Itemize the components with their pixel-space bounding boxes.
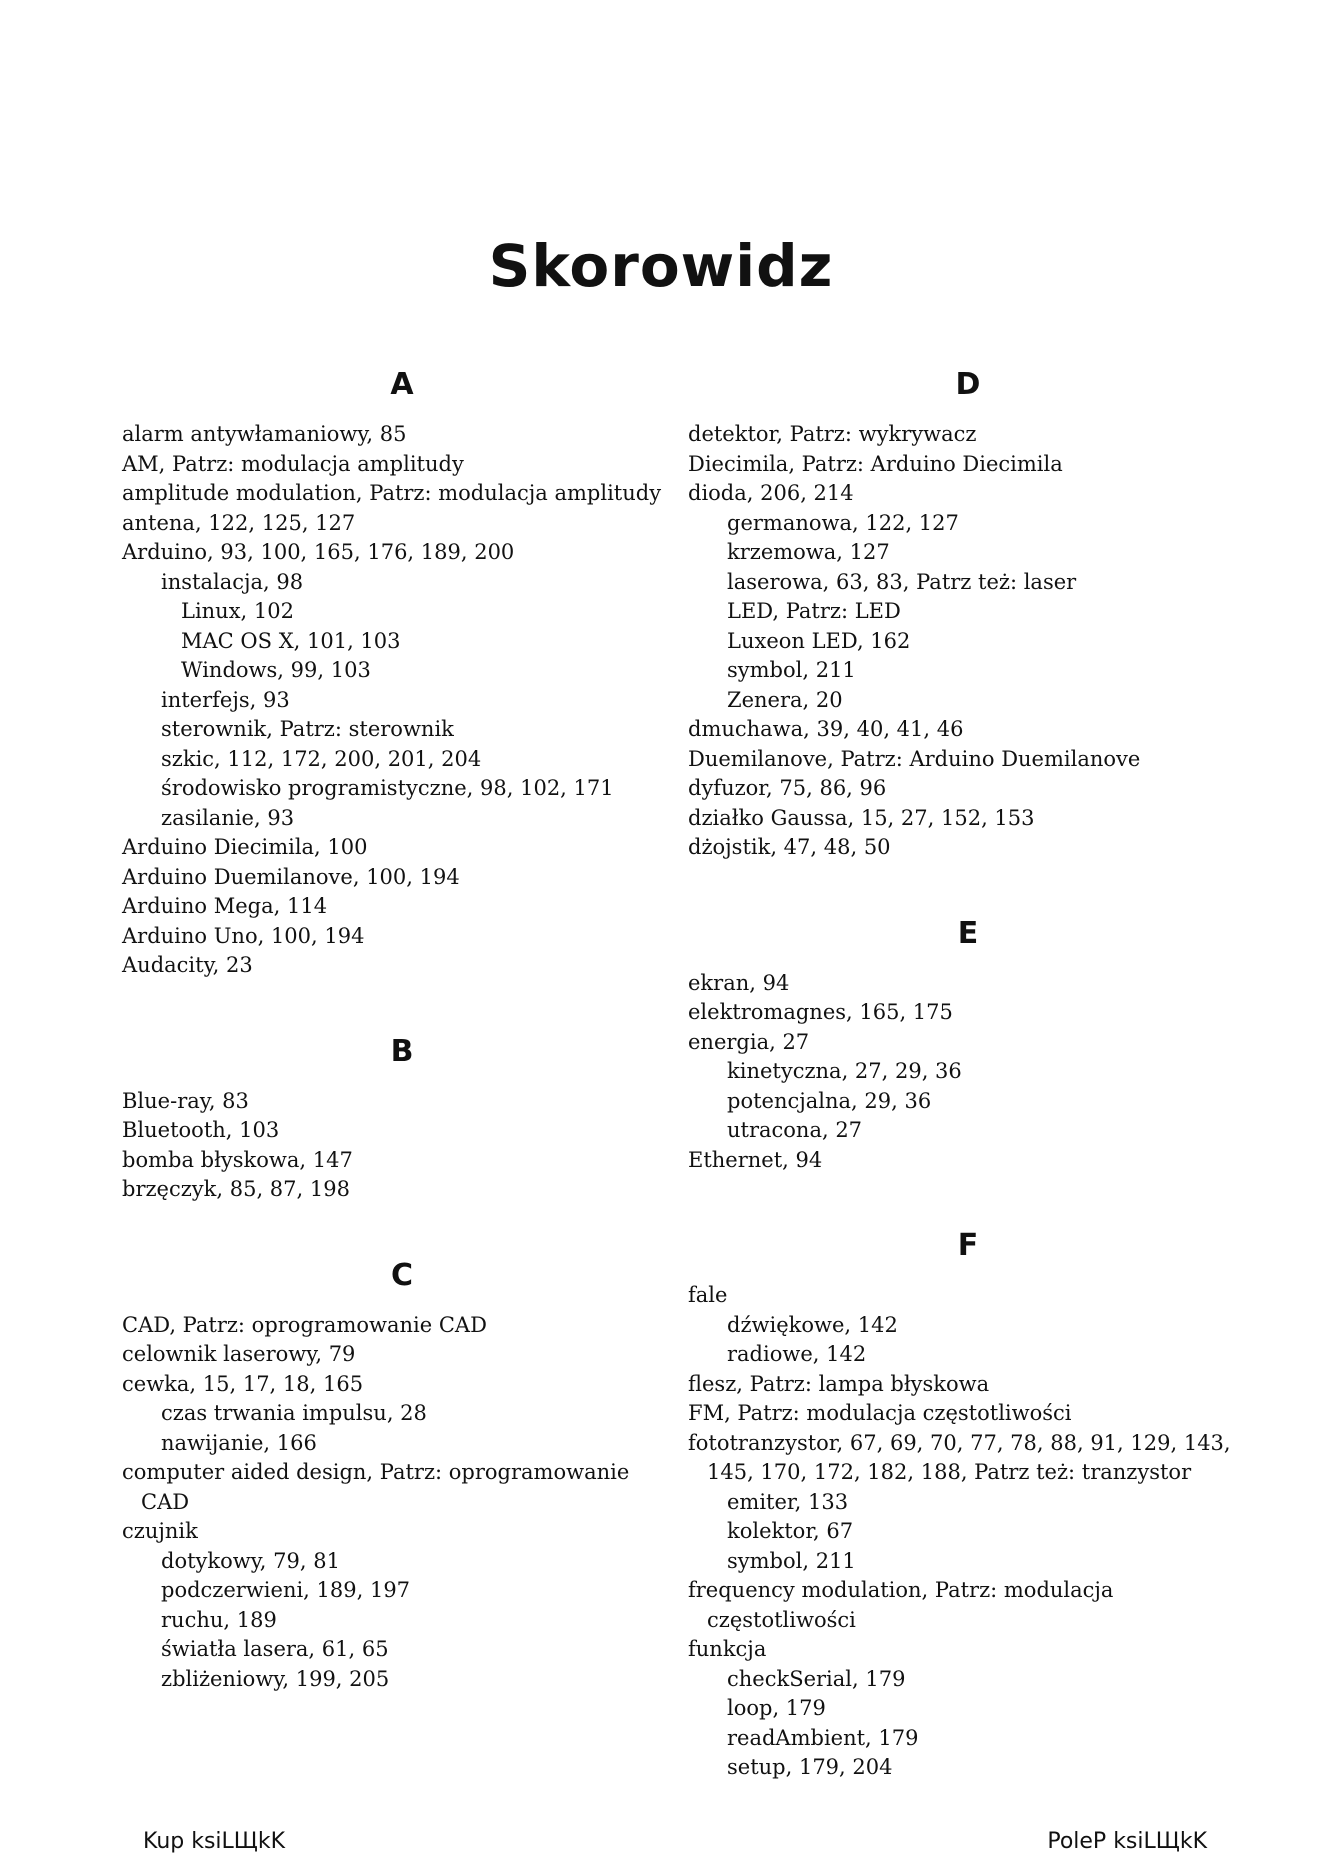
index-entry: kolektor, 67 [727,1519,854,1543]
index-column-left [122,362,682,1742]
index-entry: Linux, 102 [181,599,294,623]
index-entry: laserowa, 63, 83, Patrz też: laser [727,569,1077,594]
index-entry: fale [688,1283,728,1307]
index-entry: potencjalna, 29, 36 [727,1088,932,1113]
index-entry: Luxeon LED, 162 [727,628,911,653]
index-entry: AM, Patrz: modulacja amplitudy [122,451,464,476]
index-entry: Arduino Duemilanove, 100, 194 [122,864,460,889]
index-entry: flesz, Patrz: lampa błyskowa [688,1371,990,1396]
index-entry: CAD, Patrz: oprogramowanie CAD [122,1312,487,1337]
index-entry: Arduino Mega, 114 [122,894,328,918]
index-section-b [122,1029,682,1205]
index-entry: Arduino Diecimila, 100 [122,835,368,859]
index-entry: FM, Patrz: modulacja częstotliwości [688,1401,1072,1425]
index-entry: loop, 179 [727,1696,826,1720]
index-entry: symbol, 211 [727,1548,856,1573]
section-letter: C [390,1257,414,1293]
index-entry: dmuchawa, 39, 40, 41, 46 [688,717,964,741]
index-section-c [122,1253,682,1695]
index-entry: energia, 27 [688,1029,810,1054]
index-entry: dioda, 206, 214 [688,481,854,505]
section-letter: D [955,367,981,402]
page-title: Skorowidz [488,232,834,300]
section-letter: F [957,1228,979,1263]
index-entry: detektor, Patrz: wykrywacz [688,422,977,446]
index-section-e [688,911,1248,1176]
index-entry: symbol, 211 [727,658,856,682]
index-entry: brzęczyk, 85, 87, 198 [122,1177,350,1201]
index-column-right [688,362,1248,1831]
index-entry: elektromagnes, 165, 175 [688,1000,953,1024]
index-entry: checkSerial, 179 [727,1666,906,1691]
index-entry: alarm antywłamaniowy, 85 [122,422,407,446]
index-section-f [688,1223,1248,1783]
index-section-d [688,362,1248,863]
index-entry: amplitude modulation, Patrz: modulacja amplitudy [122,481,662,505]
index-entry: dyfuzor, 75, 86, 96 [688,776,887,800]
index-entry: emiter, 133 [727,1489,849,1514]
index-entry: funkcja [688,1637,767,1661]
index-entry: LED, Patrz: LED [727,599,901,623]
index-entry: frequency modulation, Patrz: modulacja częstotliwości [688,1578,1114,1632]
index-entry: Bluetooth, 103 [122,1118,280,1142]
index-entry: ruchu, 189 [161,1607,277,1632]
index-entry: Diecimila, Patrz: Arduino Diecimila [688,451,1063,476]
index-entry: zasilanie, 93 [161,805,295,830]
index-entry: dotykowy, 79, 81 [161,1548,340,1573]
index-entry: cewka, 15, 17, 18, 165 [122,1371,364,1396]
index-entry: Blue-ray, 83 [122,1088,249,1113]
index-entry: krzemowa, 127 [727,540,890,564]
index-entry: instalacja, 98 [161,569,304,594]
index-entry: Windows, 99, 103 [181,658,371,682]
index-entry: Arduino, 93, 100, 165, 176, 189, 200 [122,540,515,564]
index-entry: celownik laserowy, 79 [122,1342,356,1366]
index-entry: Arduino Uno, 100, 194 [122,923,365,948]
index-entry: światła lasera, 61, 65 [161,1637,389,1661]
index-entry: Audacity, 23 [122,953,253,977]
index-entry: readAmbient, 179 [727,1725,919,1750]
index-entry: computer aided design, Patrz: oprogramowanie CAD [122,1460,630,1514]
index-entry: zbliżeniowy, 199, 205 [161,1666,390,1691]
index-entry: kinetyczna, 27, 29, 36 [727,1059,962,1083]
index-entry: nawijanie, 166 [161,1430,317,1455]
index-entry: podczerwieni, 189, 197 [161,1578,411,1602]
section-letter: B [390,1033,414,1069]
index-entry: czas trwania impulsu, 28 [161,1401,427,1425]
index-entry: sterownik, Patrz: sterownik [161,717,454,741]
index-entry: środowisko programistyczne, 98, 102, 171 [161,776,614,800]
index-entry: ekran, 94 [688,970,790,995]
section-letter: A [390,367,414,402]
index-entry: fototranzystor, 67, 69, 70, 77, 78, 88, 91, 129, 143, 145, 170, 172, 182, 188, Patrz też: tranzystor [688,1430,1231,1484]
recommend-book-link[interactable]: PoleP ksiLЩkK [1047,1829,1207,1854]
buy-book-link[interactable]: Kup ksiLЩkK [143,1829,286,1854]
index-entry: dźwiękowe, 142 [727,1312,898,1337]
index-entry: MAC OS X, 101, 103 [181,628,401,653]
index-entry: germanowa, 122, 127 [727,510,959,535]
index-entry: Ethernet, 94 [688,1147,823,1172]
index-section-a [122,362,682,981]
index-entry: interfejs, 93 [161,687,290,712]
section-letter: E [957,915,979,951]
index-entry: radiowe, 142 [727,1342,867,1366]
index-entry: dżojstik, 47, 48, 50 [688,835,891,859]
index-entry: Zenera, 20 [727,687,843,712]
index-entry: setup, 179, 204 [727,1755,893,1779]
index-entry: antena, 122, 125, 127 [122,510,356,535]
index-entry: utracona, 27 [727,1118,863,1142]
index-entry: bomba błyskowa, 147 [122,1147,353,1172]
index-entry: czujnik [122,1519,198,1543]
index-entry: Duemilanove, Patrz: Arduino Duemilanove [688,746,1141,771]
index-entry: działko Gaussa, 15, 27, 152, 153 [688,805,1035,830]
index-entry: szkic, 112, 172, 200, 201, 204 [161,746,482,771]
